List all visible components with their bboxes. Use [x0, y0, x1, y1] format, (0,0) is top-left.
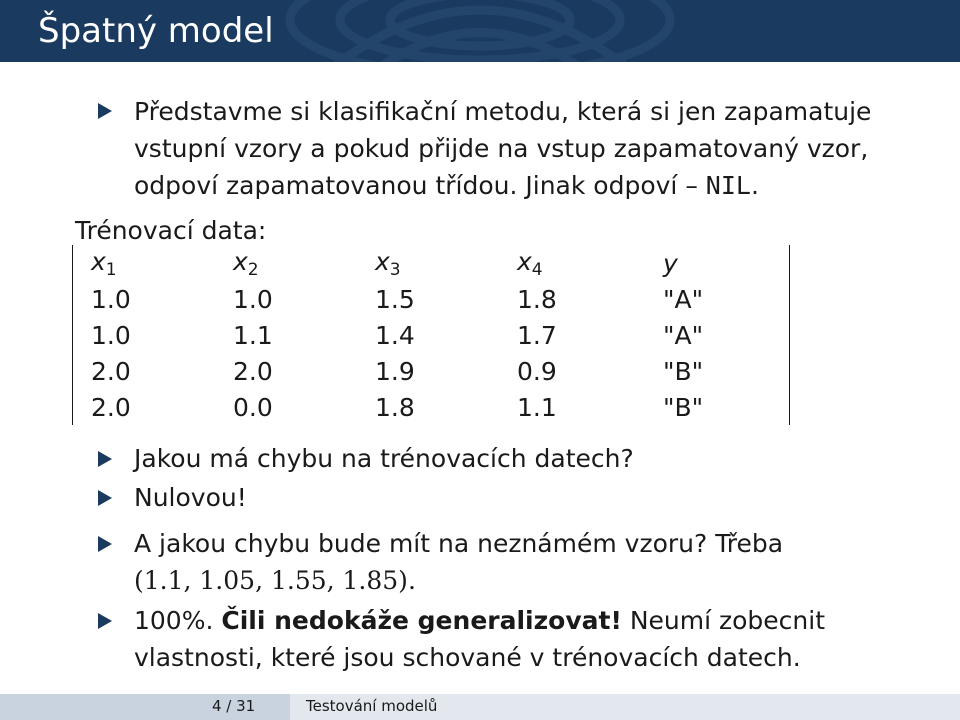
- header-var: x: [517, 246, 532, 276]
- table-cell: 2.0: [73, 353, 216, 389]
- table-cell: 0.9: [517, 356, 557, 386]
- table-cell: 1.9: [375, 356, 415, 386]
- university-logo-watermark: [250, 0, 710, 62]
- bullet-icon: [98, 103, 112, 119]
- header-x4: [499, 245, 645, 281]
- training-data-table: [72, 245, 790, 425]
- footer-page-box: [0, 694, 290, 720]
- intro-line-3-end: .: [750, 171, 759, 200]
- table-header-row: [73, 245, 790, 281]
- header-y: [645, 245, 790, 281]
- table-row: [73, 353, 790, 389]
- header-x3: [357, 245, 499, 281]
- example-vector: (1.1, 1.05, 1.55, 1.85).: [134, 566, 416, 595]
- intro-paragraph: [134, 93, 872, 204]
- header-var: y: [663, 248, 678, 278]
- question-unknown-line-1: A jakou chybu bude mít na neznámém vzoru? Třeba: [134, 529, 784, 558]
- header-sub: 4: [531, 259, 543, 280]
- intro-line-3-text: odpoví zapamatovanou třídou. Jinak odpoví –: [134, 171, 698, 200]
- table-cell: 1.0: [233, 284, 273, 314]
- slide-header: [0, 0, 960, 62]
- table-cell: "A": [645, 281, 790, 317]
- bullet-icon: [98, 451, 112, 467]
- table-row: [73, 389, 790, 425]
- table-cell: 1.0: [73, 317, 216, 353]
- intro-line-2: vstupní vzory a pokud přijde na vstup zapamatovaný vzor,: [134, 134, 869, 163]
- table-cell: "B": [645, 389, 790, 425]
- intro-line-3: [134, 167, 834, 204]
- header-var: x: [91, 246, 106, 276]
- answer-percent: 100%.: [134, 606, 214, 635]
- table-row: [73, 317, 790, 353]
- slide-title: Špatný model: [38, 11, 274, 51]
- table-cell: "A": [645, 317, 790, 353]
- answer-generalization: [134, 602, 834, 676]
- footer-section-box: [290, 694, 960, 720]
- table-cell: 1.8: [517, 284, 557, 314]
- header-x1: [73, 245, 216, 281]
- table-cell: 1.4: [375, 320, 415, 350]
- bullet-icon: [98, 536, 112, 552]
- bullet-icon: [98, 490, 112, 506]
- page-number: 4 / 31: [212, 697, 256, 715]
- bullet-icon: [98, 613, 112, 629]
- intro-line-1: Představme si klasifikační metodu, která si jen zapamatuje: [134, 97, 872, 126]
- section-title: Testování modelů: [306, 697, 438, 715]
- table-cell: 1.8: [375, 392, 415, 422]
- table-cell: 1.0: [73, 281, 216, 317]
- slide-footer: [0, 694, 960, 720]
- table-cell: 0.0: [233, 392, 273, 422]
- header-var: x: [233, 246, 248, 276]
- question-unknown-pattern: [134, 525, 834, 599]
- training-data-label: Trénovací data:: [75, 216, 267, 245]
- nil-code: NIL: [705, 171, 751, 200]
- answer-generalization-line-1: [134, 602, 834, 639]
- header-var: x: [375, 246, 390, 276]
- table-cell: 1.7: [517, 320, 557, 350]
- question-training-error: Jakou má chybu na trénovacích datech?: [134, 444, 634, 473]
- table-cell: 1.1: [233, 320, 273, 350]
- header-sub: 1: [105, 259, 117, 280]
- answer-post: Neumí zobecnit: [629, 606, 825, 635]
- table-cell: "B": [645, 353, 790, 389]
- table-cell: 1.5: [375, 284, 415, 314]
- answer-emphasis: Čili nedokáže generalizovat!: [221, 606, 622, 635]
- table-cell: 2.0: [233, 356, 273, 386]
- header-sub: 2: [247, 259, 259, 280]
- table-cell: 2.0: [73, 389, 216, 425]
- table-row: [73, 281, 790, 317]
- answer-generalization-line-2: vlastnosti, které jsou schované v trénovacích datech.: [134, 643, 801, 672]
- answer-zero: Nulovou!: [134, 483, 247, 512]
- header-x2: [215, 245, 357, 281]
- table-cell: 1.1: [517, 392, 557, 422]
- header-sub: 3: [389, 259, 401, 280]
